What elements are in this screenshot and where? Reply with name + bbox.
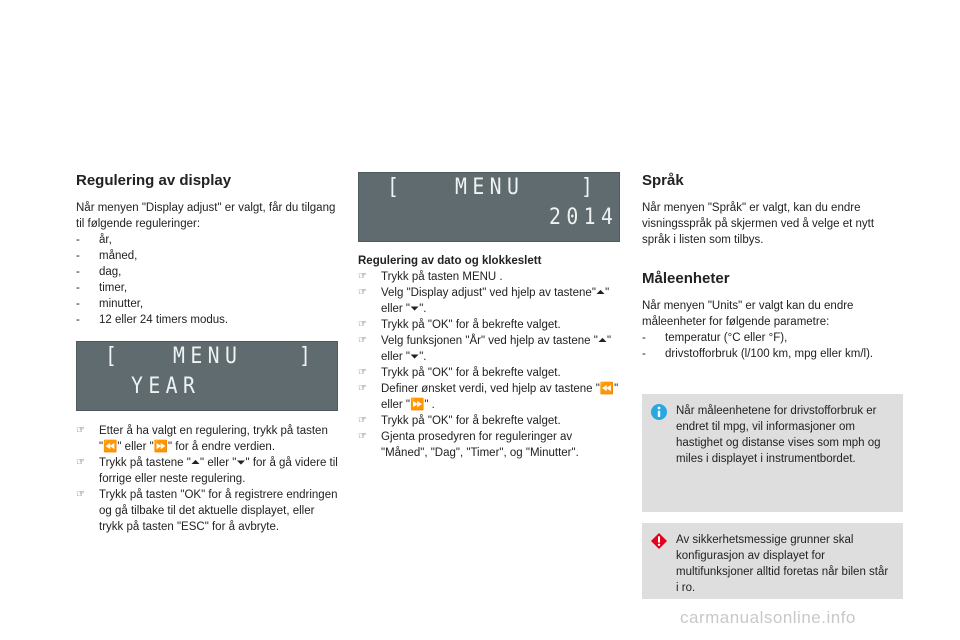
list-item: - 12 eller 24 timers modus. xyxy=(76,312,338,328)
list-item: ☞ Trykk på tasten "OK" for å registrere endringen og gå tilbake til det aktuelle displayet, eller trykk på tasten "ESC" for å avbryte. xyxy=(76,487,338,535)
list-item: ☞ Gjenta prosedyren for reguleringer av "Måned", "Dag", "Timer", og "Minutter". xyxy=(358,429,620,461)
list-item: ☞ Trykk på "OK" for å bekrefte valget. xyxy=(358,365,620,381)
info-icon xyxy=(650,403,668,421)
list-item: ☞ Trykk på tasten MENU . xyxy=(358,269,620,285)
right-column xyxy=(642,172,904,362)
lcd-year-value: 2014 xyxy=(549,205,619,230)
warning-note xyxy=(642,523,903,599)
list-item: - minutter, xyxy=(76,296,338,312)
lcd-year-text: YEAR xyxy=(131,374,201,399)
list-item: - drivstofforbruk (l/100 km, mpg eller km/l). xyxy=(642,346,904,362)
list-item: ☞ Velg "Display adjust" ved hjelp av tastene"⏶" eller "⏷". xyxy=(358,285,620,317)
section-title-display: Regulering av display xyxy=(76,172,232,189)
section-title-units: Måleenheter xyxy=(642,270,730,287)
left-steps xyxy=(76,423,338,535)
lcd-bracket-left: [ xyxy=(387,175,405,200)
date-time-steps-list xyxy=(358,269,620,461)
list-item: - temperatur (°C eller °F), xyxy=(642,330,904,346)
left-column xyxy=(76,172,338,328)
info-note xyxy=(642,394,903,512)
list-item: ☞ Velg funksjonen "År" ved hjelp av tastene "⏶" eller "⏷". xyxy=(358,333,620,365)
warning-note-text: Av sikkerhetsmessige grunner skal konfigurasjon av displayet for multifunksjoner alltid foretas når bilen står i ro. xyxy=(676,534,889,594)
info-note-text: Når måleenhetene for drivstofforbruk er endret til mpg, vil informasjoner om hastighet og distanse vises som mph og miles i displayet i instrumentbordet. xyxy=(676,405,881,465)
list-item: ☞ Trykk på "OK" for å bekrefte valget. xyxy=(358,413,620,429)
watermark: carmanualsonline.info xyxy=(680,608,856,627)
list-item: - timer, xyxy=(76,280,338,296)
units-list xyxy=(642,330,904,362)
units-intro: Når menyen "Units" er valgt kan du endre måleenheter for følgende parametre: xyxy=(642,300,854,328)
list-item: ☞ Trykk på tastene "⏶" eller "⏷" for å gå videre til forrige eller neste regulering. xyxy=(76,455,338,487)
date-time-subtitle: Regulering av dato og klokkeslett xyxy=(358,255,542,267)
list-item: - måned, xyxy=(76,248,338,264)
language-text: Når menyen "Språk" er valgt, kan du endre visningsspråk på skjermen ved å velge et nytt språk i listen som tilbys. xyxy=(642,202,875,246)
list-item: ☞ Etter å ha valgt en regulering, trykk på tasten "⏪" eller "⏩" for å endre verdien. xyxy=(76,423,338,455)
list-item: ☞ Definer ønsket verdi, ved hjelp av tastene "⏪" eller "⏩" . xyxy=(358,381,620,413)
display-options-list xyxy=(76,232,338,328)
display-intro: Når menyen "Display adjust" er valgt, får du tilgang til følgende reguleringer: xyxy=(76,202,336,230)
middle-column xyxy=(358,253,620,461)
lcd-bracket-right: ] xyxy=(581,175,599,200)
section-title-language: Språk xyxy=(642,172,684,189)
list-item: ☞ Trykk på "OK" for å bekrefte valget. xyxy=(358,317,620,333)
lcd-menu-text: MENU xyxy=(173,344,243,369)
lcd-menu-text: MENU xyxy=(455,175,525,200)
list-item: - dag, xyxy=(76,264,338,280)
lcd-display-2014 xyxy=(358,172,620,242)
lcd-bracket-left: [ xyxy=(105,344,123,369)
warning-icon xyxy=(650,532,668,550)
list-item: - år, xyxy=(76,232,338,248)
lcd-display-year xyxy=(76,341,338,411)
left-steps-list xyxy=(76,423,338,535)
lcd-bracket-right: ] xyxy=(299,344,317,369)
